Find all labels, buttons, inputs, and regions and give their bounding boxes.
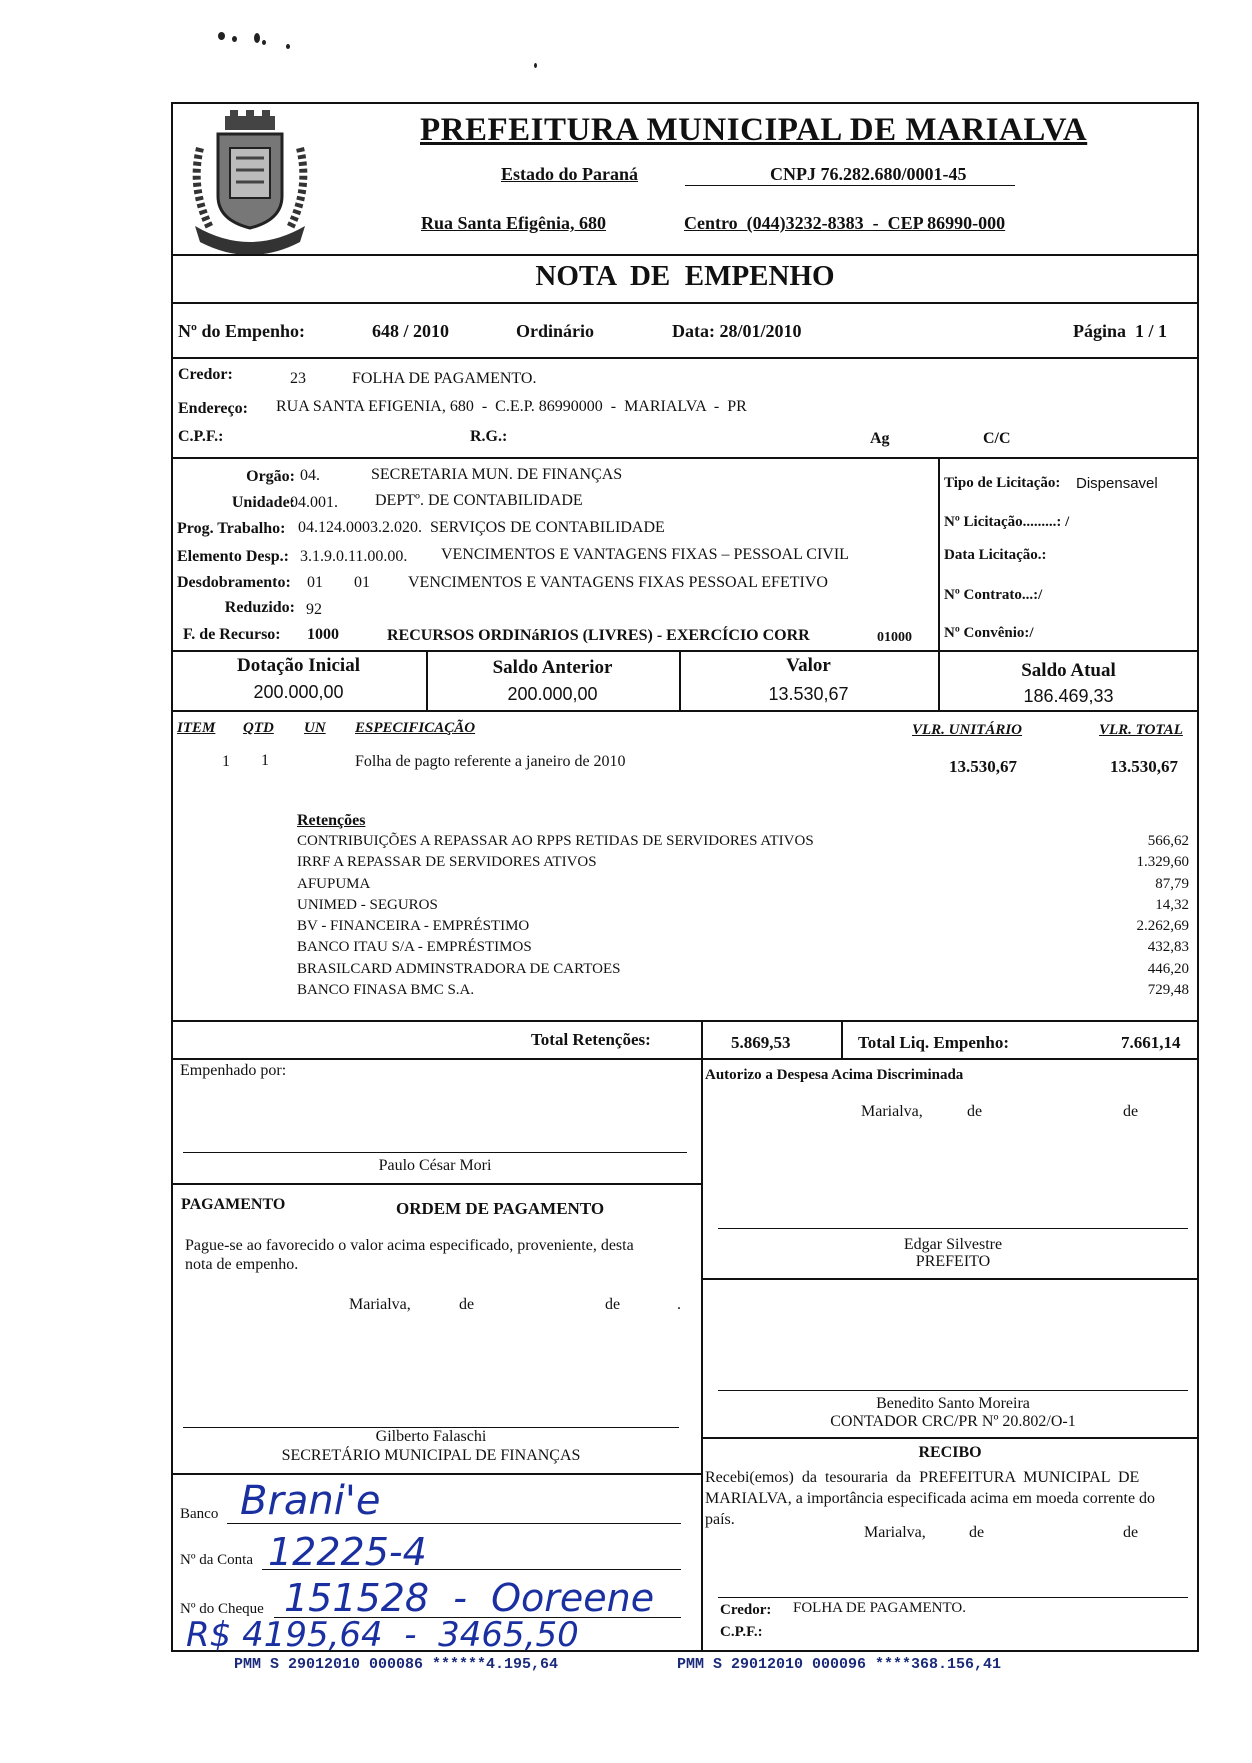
header-title: PREFEITURA MUNICIPAL DE MARIALVA — [420, 112, 1088, 148]
item-description: Folha de pagto referente a janeiro de 2010 — [355, 753, 626, 770]
total-retencoes-label: Total Retenções: — [531, 1030, 651, 1049]
autorizo-date-city: Marialva, — [861, 1103, 923, 1120]
scan-speck — [254, 33, 260, 43]
empenho-type: Ordinário — [516, 321, 595, 341]
divider — [701, 1020, 703, 1058]
cc-label: C/C — [983, 430, 1011, 447]
autorizo-date-de: de — [967, 1103, 983, 1120]
item-number: 1 — [222, 753, 230, 770]
col-qtd: QTD — [243, 720, 274, 736]
retencao-value: 87,79 — [1155, 875, 1189, 892]
divider — [171, 1473, 701, 1475]
licitacao-numero: Nº Licitação.........: / — [944, 514, 1070, 530]
header-street: Rua Santa Efigênia, 680 — [421, 213, 607, 233]
divider — [701, 1058, 703, 1652]
retencao-name: UNIMED - SEGUROS — [297, 896, 438, 913]
prog-trabalho-value: 04.124.0003.2.020. SERVIÇOS DE CONTABILIDADE — [298, 519, 665, 536]
stamp-left: PMM S 29012010 000086 ******4.195,64 — [234, 1656, 559, 1673]
col-especificacao: ESPECIFICAÇÃO — [355, 720, 476, 736]
reduzido-label: Reduzido: — [224, 599, 295, 616]
recibo-date-de: de — [1123, 1524, 1139, 1541]
retencao-value: 566,62 — [1147, 833, 1189, 849]
recurso-name: RECURSOS ORDINáRIOS (LIVRES) - EXERCÍCIO CORR — [387, 627, 810, 644]
pagamento-date-dot: . — [677, 1296, 681, 1313]
divider — [938, 457, 940, 650]
recibo-text-line-2: MARIALVA, a importância especificada acima em moeda corrente do — [705, 1490, 1156, 1507]
retencoes-list — [297, 833, 1189, 1003]
cheque-handwriting: 151528 - Ooreene — [284, 1576, 655, 1620]
item-unit-value: 13.530,67 — [949, 757, 1017, 776]
ag-label: Ag — [870, 430, 890, 447]
licitacao-tipo-label: Tipo de Licitação: — [944, 475, 1061, 491]
rg-label: R.G.: — [470, 428, 508, 445]
reduzido-value: 92 — [306, 601, 322, 618]
retencao-value: 14,32 — [1155, 896, 1189, 913]
pagamento-date-city: Marialva, — [349, 1296, 411, 1313]
prefeito-title: PREFEITO — [915, 1253, 991, 1270]
scan-speck — [286, 44, 290, 49]
orgao-name: SECRETARIA MUN. DE FINANÇAS — [371, 466, 623, 483]
convenio-number: Nº Convênio:/ — [944, 625, 1034, 641]
divider — [171, 1058, 1199, 1060]
header-state: Estado do Paraná — [501, 164, 639, 184]
elemento-label: Elemento Desp.: — [177, 548, 289, 565]
retencao-row — [297, 982, 1189, 1003]
col-valor-unitario: VLR. UNITÁRIO — [912, 722, 1023, 738]
divider — [171, 254, 1199, 256]
retencao-row — [297, 918, 1189, 939]
secretario-name: Gilberto Falaschi — [375, 1428, 487, 1445]
credor-label: Credor: — [178, 366, 233, 383]
recibo-cpf-label: C.P.F.: — [720, 1624, 763, 1640]
credor-name: FOLHA DE PAGAMENTO. — [352, 370, 537, 387]
signature-line — [718, 1390, 1188, 1391]
header-cnpj-line — [685, 164, 1015, 186]
prefeito-name: Edgar Silvestre — [903, 1236, 1003, 1253]
header-cnpj: CNPJ 76.282.680/0001-45 — [770, 164, 967, 184]
elemento-code: 3.1.9.0.11.00.00. — [300, 548, 408, 565]
total-liquido-label: Total Liq. Empenho: — [858, 1033, 1009, 1052]
signature-line — [718, 1597, 1188, 1598]
saldo-anterior-label: Saldo Anterior — [492, 657, 613, 678]
conta-label: Nº da Conta — [180, 1552, 253, 1568]
retencao-name: IRRF A REPASSAR DE SERVIDORES ATIVOS — [297, 854, 597, 871]
divider — [171, 457, 1199, 459]
scan-speck — [232, 36, 237, 42]
retencao-value: 729,48 — [1147, 982, 1189, 999]
orgao-label: Orgão: — [246, 468, 295, 485]
autorizo-label: Autorizo a Despesa Acima Discriminada — [705, 1067, 964, 1083]
credor-code: 23 — [290, 370, 306, 387]
pague-se-line-1: Pague-se ao favorecido o valor acima especificado, proveniente, desta — [185, 1237, 634, 1254]
retencao-value: 432,83 — [1147, 939, 1189, 956]
divider — [171, 650, 1199, 652]
recibo-credor-name: FOLHA DE PAGAMENTO. — [793, 1600, 966, 1616]
banco-label: Banco — [180, 1506, 219, 1522]
retencao-value: 1.329,60 — [1136, 854, 1189, 871]
scan-speck — [218, 32, 225, 40]
retencoes-title: Retenções — [297, 812, 366, 829]
divider — [171, 357, 1199, 359]
cpf-label: C.P.F.: — [178, 428, 224, 445]
licitacao-tipo-value: Dispensavel — [1076, 475, 1158, 492]
retencao-row — [297, 833, 1189, 854]
total-liquido-value: 7.661,14 — [1121, 1033, 1181, 1052]
empenho-number: 648 / 2010 — [372, 321, 450, 341]
licitacao-data: Data Licitação.: — [944, 547, 1047, 563]
item-total-value: 13.530,67 — [1110, 757, 1178, 776]
retencao-name: BANCO FINASA BMC S.A. — [297, 982, 475, 999]
retencao-row — [297, 897, 1189, 918]
contrato-number: Nº Contrato...:/ — [944, 587, 1043, 603]
ordem-pagamento-title: ORDEM DE PAGAMENTO — [396, 1199, 605, 1218]
saldo-atual-label: Saldo Atual — [1021, 660, 1116, 681]
signature-line — [183, 1152, 687, 1153]
divider — [701, 1437, 1199, 1439]
empenhado-por-name: Paulo César Mori — [378, 1157, 492, 1174]
valor-value: 13.530,67 — [768, 684, 849, 704]
autorizo-date-de: de — [1123, 1103, 1139, 1120]
recibo-credor-label: Credor: — [720, 1602, 772, 1618]
retencao-row — [297, 939, 1189, 960]
orgao-code: 04. — [300, 467, 320, 484]
col-item: ITEM — [177, 720, 216, 736]
total-retencoes-value: 5.869,53 — [731, 1033, 791, 1052]
elemento-name: VENCIMENTOS E VANTAGENS FIXAS – PESSOAL CIVIL — [441, 546, 849, 563]
dotacao-value: 200.000,00 — [253, 682, 344, 702]
divider — [171, 302, 1199, 304]
divider — [701, 1278, 1199, 1280]
item-qtd: 1 — [261, 752, 269, 769]
retencao-name: CONTRIBUIÇÕES A REPASSAR AO RPPS RETIDAS DE SERVIDORES ATIVOS — [297, 833, 814, 849]
coat-of-arms-logo — [180, 108, 320, 258]
divider — [171, 1183, 701, 1185]
retencao-row — [297, 854, 1189, 875]
unidade-name: DEPTº. DE CONTABILIDADE — [375, 492, 583, 509]
desdobramento-code: 01 — [307, 574, 323, 591]
retencao-name: BRASILCARD ADMINSTRADORA DE CARTOES — [297, 960, 621, 977]
unidade-label: Unidade: — [231, 494, 295, 511]
empenho-date: Data: 28/01/2010 — [672, 321, 802, 341]
retencao-name: BANCO ITAU S/A - EMPRÉSTIMOS — [297, 939, 532, 956]
recibo-title: RECIBO — [918, 1444, 982, 1461]
scan-speck — [262, 40, 266, 45]
divider — [171, 1020, 1199, 1022]
endereco-label: Endereço: — [178, 400, 248, 417]
pagamento-date-de: de — [459, 1296, 475, 1313]
cheque-label: Nº do Cheque — [180, 1601, 264, 1617]
prog-trabalho-label: Prog. Trabalho: — [177, 520, 286, 537]
pague-se-line-2: nota de empenho. — [185, 1256, 299, 1273]
dotacao-label: Dotação Inicial — [237, 655, 360, 676]
empenho-number-label: Nº do Empenho: — [178, 321, 305, 341]
document-title: NOTA DE EMPENHO — [535, 260, 835, 292]
desdobramento-code-2: 01 — [354, 574, 370, 591]
header-address: Centro (044)3232-8383 - CEP 86990-000 — [684, 213, 1006, 233]
recurso-code-2: 01000 — [877, 630, 912, 645]
valor-handwriting: R$ 4195,64 - 3465,50 — [186, 1615, 579, 1655]
pagamento-title: PAGAMENTO — [181, 1196, 286, 1213]
banco-handwriting: Brani'e — [240, 1478, 381, 1524]
divider — [171, 710, 1199, 712]
retencao-name: BV - FINANCEIRA - EMPRÉSTIMO — [297, 918, 530, 935]
retencao-value: 2.262,69 — [1136, 918, 1189, 935]
desdobramento-name: VENCIMENTOS E VANTAGENS FIXAS PESSOAL EFETIVO — [408, 574, 828, 591]
col-valor-total: VLR. TOTAL — [1099, 722, 1183, 738]
recurso-label: F. de Recurso: — [183, 626, 281, 643]
recibo-text-line-3: país. — [705, 1511, 735, 1528]
contador-name: Benedito Santo Moreira — [876, 1395, 1030, 1412]
recibo-date-de: de — [969, 1524, 985, 1541]
retencao-row — [297, 876, 1189, 897]
page-number: Página 1 / 1 — [1073, 321, 1168, 341]
conta-handwriting: 12225-4 — [268, 1530, 427, 1574]
signature-line — [718, 1228, 1188, 1229]
retencao-value: 446,20 — [1147, 960, 1189, 977]
credor-address: RUA SANTA EFIGENIA, 680 - C.E.P. 86990000 - MARIALVA - PR — [276, 398, 747, 415]
recibo-text-line-1: Recebi(emos) da tesouraria da PREFEITURA MUNICIPAL DE — [705, 1469, 1140, 1486]
recibo-date-city: Marialva, — [864, 1524, 926, 1541]
valor-label: Valor — [786, 655, 831, 676]
retencao-name: AFUPUMA — [297, 875, 371, 892]
unidade-code: 04.001. — [290, 494, 338, 511]
secretario-title: SECRETÁRIO MUNICIPAL DE FINANÇAS — [281, 1447, 581, 1464]
stamp-right: PMM S 29012010 000096 ****368.156,41 — [677, 1656, 1002, 1673]
contador-title: CONTADOR CRC/PR Nº 20.802/O-1 — [830, 1413, 1076, 1430]
desdobramento-label: Desdobramento: — [177, 574, 291, 591]
empenhado-por-label: Empenhado por: — [180, 1062, 287, 1079]
pagamento-date-de: de — [605, 1296, 621, 1313]
divider — [841, 1020, 843, 1058]
saldo-anterior-value: 200.000,00 — [507, 684, 598, 704]
recurso-code: 1000 — [307, 626, 339, 643]
saldo-atual-value: 186.469,33 — [1023, 686, 1114, 706]
scan-speck — [534, 63, 537, 68]
col-un: UN — [304, 720, 326, 736]
retencao-row — [297, 961, 1189, 982]
